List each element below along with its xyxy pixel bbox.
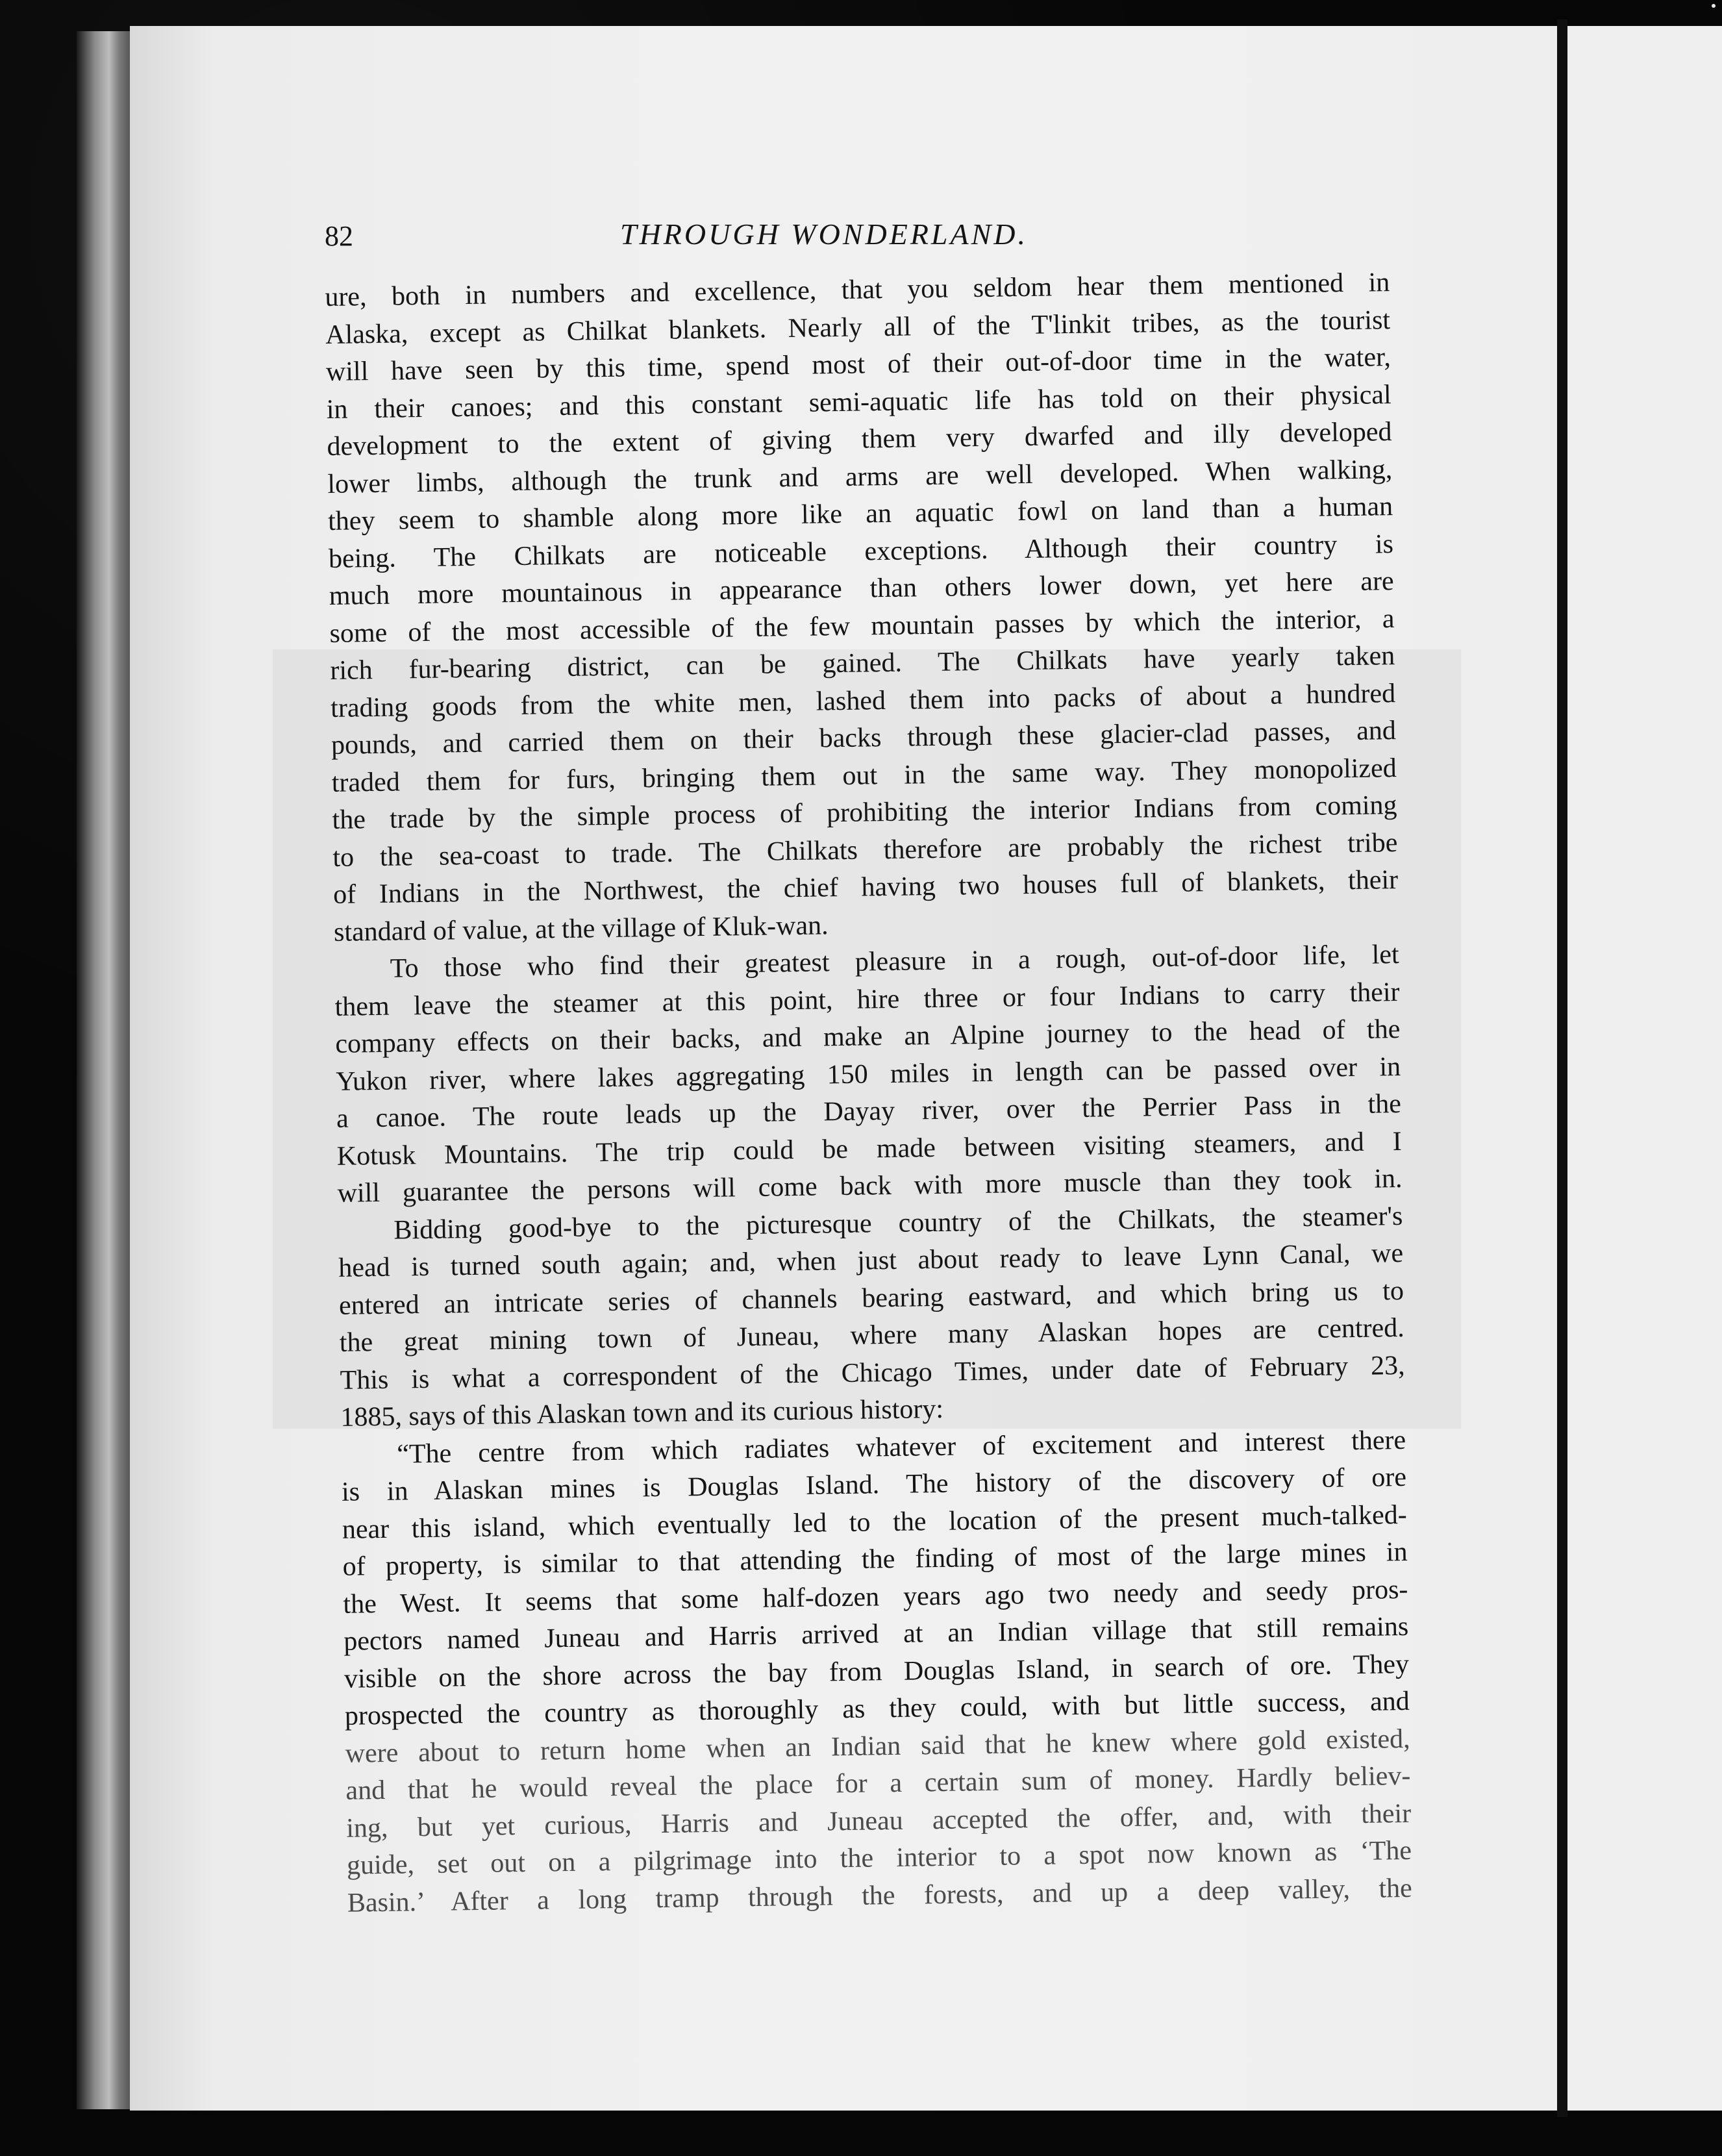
body-text xyxy=(325,264,1412,1922)
text-line: Bidding good-bye to the picturesque country of the Chilkats, the steamer's xyxy=(393,1201,1403,1246)
text-line: the trade by the simple process of prohibiting the interior Indians from coming xyxy=(332,790,1397,835)
text-line: Kotusk Mountains. The trip could be made between visiting steamers, and I xyxy=(336,1126,1403,1172)
text-line: will have seen by this time, spend most of their out-of-door time in the water, xyxy=(325,342,1391,387)
text-line: some of the most accessible of the few mountain passes by which the interior, a xyxy=(329,603,1395,649)
text-line: is in Alaskan mines is Douglas Island. The history of the discovery of ore xyxy=(341,1462,1407,1507)
text-line: company effects on their backs, and make an Alpine journey to the head of the xyxy=(335,1014,1401,1059)
book-gutter xyxy=(1557,19,1567,2117)
text-line: visible on the shore across the bay from Douglas Island, in search of ore. They xyxy=(343,1649,1410,1694)
text-line: 1885, says of this Alaskan town and its curious history: xyxy=(340,1394,944,1433)
running-head xyxy=(325,217,1104,262)
text-line: To those who find their greatest pleasure in a rough, out-of-door life, let xyxy=(390,940,1400,984)
text-line: traded them for furs, bringing them out in the same way. They monopolized xyxy=(331,753,1397,798)
text-line: a canoe. The route leads up the Dayay river, over the Perrier Pass in the xyxy=(336,1088,1402,1134)
dust-speck xyxy=(1712,4,1716,8)
text-line: of property, is similar to that attending the finding of most of the large mines in xyxy=(342,1536,1408,1582)
text-line: to the sea-coast to trade. The Chilkats therefore are probably the richest tribe xyxy=(332,827,1398,873)
text-line: near this island, which eventually led to the location of the present much-talked- xyxy=(342,1499,1408,1545)
text-line: in their canoes; and this constant semi-aquatic life has told on their physical xyxy=(326,379,1391,425)
text-line: standard of value, at the village of Kluk-wan. xyxy=(333,910,829,947)
text-line: trading goods from the white men, lashed them into packs of about a hundred xyxy=(330,678,1396,723)
text-line: lower limbs, although the trunk and arms are well developed. When walking, xyxy=(327,454,1393,499)
text-line: Yukon river, where lakes aggregating 150 miles in length can be passed over in xyxy=(335,1051,1401,1097)
text-line: Alaska, except as Chilkat blankets. Nearly all of the T'linkit tribes, as the tourist xyxy=(325,305,1391,350)
text-line: rich fur-bearing district, can be gained. The Chilkats have yearly taken xyxy=(330,641,1395,686)
text-line: pectors named Juneau and Harris arrived at an Indian village that still remains xyxy=(343,1611,1409,1657)
text-line: the West. It seems that some half-dozen years ago two needy and seedy pros- xyxy=(343,1574,1408,1620)
text-line: and that he would reveal the place for a certain sum of money. Hardly believ- xyxy=(345,1761,1411,1806)
text-line: This is what a correspondent of the Chicago Times, under date of February 23, xyxy=(340,1350,1405,1396)
text-line: ing, but yet curious, Harris and Juneau accepted the offer, and, with their xyxy=(345,1798,1412,1844)
text-line: them leave the steamer at this point, hire three or four Indians to carry their xyxy=(334,977,1400,1022)
right-page-edge xyxy=(1567,26,1722,2111)
text-line: “The centre from which radiates whatever of excitement and interest there xyxy=(396,1425,1406,1470)
text-line: guide, set out on a pilgrimage into the interior to a spot now known as ‘The xyxy=(346,1835,1412,1881)
text-line: being. The Chilkats are noticeable exceptions. Although their country is xyxy=(328,529,1394,574)
page-number: 82 xyxy=(325,220,353,252)
text-line: they seem to shamble along more like an aquatic fowl on land than a human xyxy=(327,492,1393,536)
text-line: the great mining town of Juneau, where many Alaskan hopes are centred. xyxy=(339,1312,1405,1358)
text-line: will guarantee the persons will come back with more muscle than they took in. xyxy=(337,1163,1403,1209)
text-line: pounds, and carried them on their backs through these glacier-clad passes, and xyxy=(331,716,1397,760)
text-line: entered an intricate series of channels bearing eastward, and which bring us to xyxy=(338,1275,1404,1321)
text-line: ure, both in numbers and excellence, that you seldom hear them mentioned in xyxy=(325,268,1390,312)
text-line: prospected the country as thoroughly as they could, with but little success, and xyxy=(344,1686,1410,1731)
text-line: Basin.’ After a long tramp through the forests, and up a deep valley, the xyxy=(347,1873,1413,1918)
text-line: of Indians in the Northwest, the chief having two houses full of blankets, their xyxy=(332,865,1399,910)
text-line: were about to return home when an Indian said that he knew where gold existed, xyxy=(345,1724,1410,1769)
book-title: THROUGH WONDERLAND. xyxy=(620,218,1028,251)
text-line: development to the extent of giving them very dwarfed and illy developed xyxy=(327,417,1392,462)
text-line: much more mountainous in appearance than others lower down, yet here are xyxy=(329,566,1394,611)
text-line: head is turned south again; and, when just about ready to leave Lynn Canal, we xyxy=(338,1238,1404,1283)
